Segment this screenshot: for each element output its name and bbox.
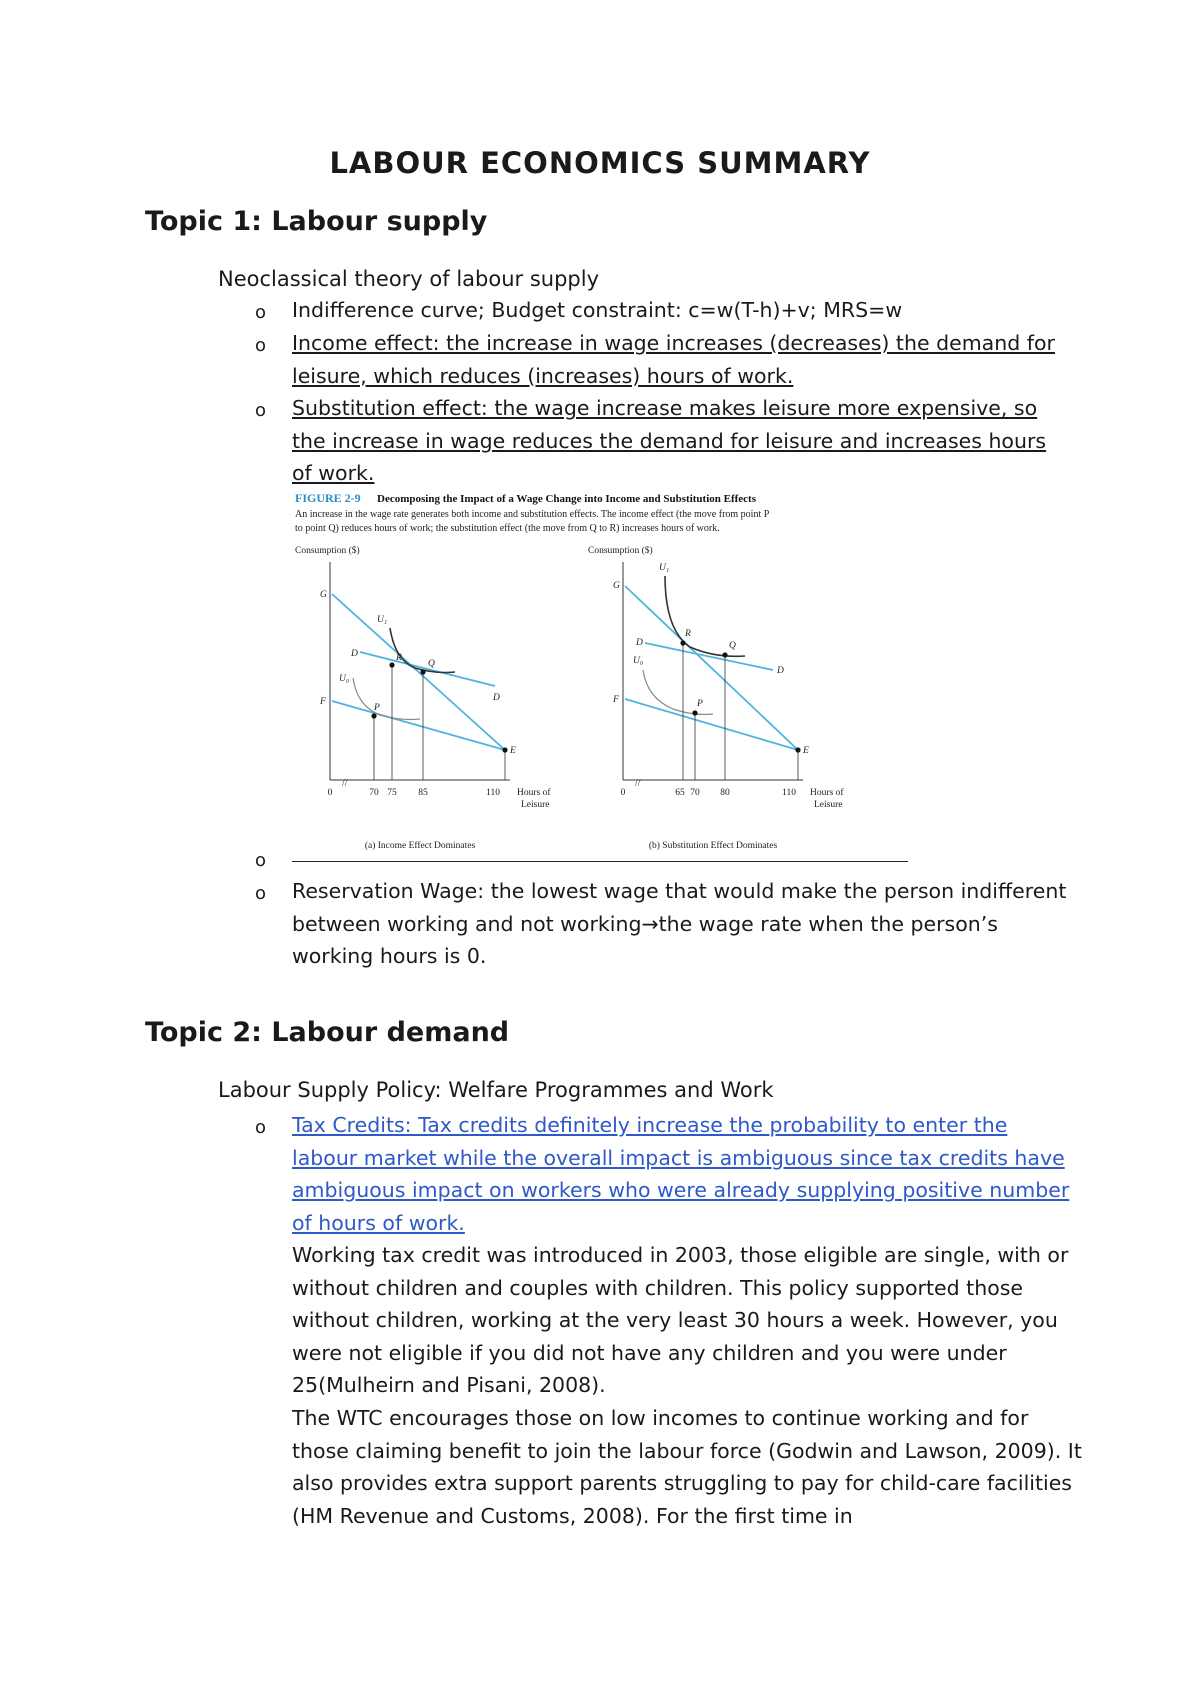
paragraph-wtc-intro: Working tax credit was introduced in 2003, those eligible are single, with or without children and couples with children. This policy supported those without children, working at the very least 30 hours a week. However, you were not eligible if you did not have any children and you were under 25(Mulheirn and Pisani, 2008). — [292, 1243, 1069, 1397]
x-axis-label: Hours of — [810, 788, 844, 798]
topic-2-subheading: Labour Supply Policy: Welfare Programmes and Work — [218, 1078, 774, 1102]
panel-b-caption: (b) Substitution Effect Dominates — [648, 841, 778, 851]
label-q: Q — [729, 641, 736, 651]
tick-label: 110 — [486, 788, 500, 798]
tick-label: 80 — [720, 788, 730, 798]
label-u0: U₀ — [633, 656, 644, 666]
point-q — [420, 669, 425, 674]
list-item-substitution-effect: Substitution effect: the wage increase makes leisure more expensive, so the increase in wage reduces the demand for leisure and increases hours of work. — [292, 396, 1047, 485]
label-f: F — [613, 695, 619, 705]
bullet-marker: o — [255, 883, 267, 904]
topic-2-heading: Topic 2: Labour demand — [145, 1017, 510, 1048]
y-axis-label: Consumption ($) — [588, 546, 653, 556]
tax-credits-link[interactable]: Tax Credits: Tax credits definitely increase the probability to enter the labour market while the overall impact is ambiguous since tax credits have ambiguous impact on workers who were already supplying positive number of hours of work. — [292, 1113, 1070, 1235]
bullet-marker: o — [255, 1117, 267, 1138]
label-d: D — [351, 649, 358, 659]
point-p — [371, 713, 376, 718]
point-r — [389, 662, 394, 667]
tick-label: 65 — [675, 788, 685, 798]
point-e — [502, 747, 507, 752]
point-e — [795, 747, 800, 752]
label-u1: U₁ — [659, 563, 670, 573]
label-u0: U₀ — [339, 674, 350, 684]
y-axis-label: Consumption ($) — [295, 546, 360, 556]
figure-2-9 — [295, 490, 920, 860]
bullet-marker: o — [255, 400, 267, 421]
figure-desc-1: An increase in the wage rate generates both income and substitution effects. The income effect (the move from point P — [295, 509, 770, 520]
paragraph-wtc-effects: The WTC encourages those on low incomes to continue working and for those claiming benefit to join the labour force (Godwin and Lawson, 2009). It also provides extra support parents struggling to pay for child-care facilities (HM Revenue and Customs, 2008). For the first time in — [292, 1406, 1082, 1528]
indifference-curve-u0 — [353, 678, 420, 720]
page-title: LABOUR ECONOMICS SUMMARY — [329, 146, 871, 180]
x-axis-label: Leisure — [521, 800, 550, 810]
label-q: Q — [428, 659, 435, 669]
panel-a — [295, 545, 551, 851]
figure-desc-2: to point Q) reduces hours of work; the substitution effect (the move from Q to R) increases hours of work. — [295, 523, 720, 534]
label-r: R — [396, 653, 402, 663]
divider — [292, 861, 908, 862]
indifference-curve-u1 — [390, 628, 455, 673]
x-axis-label: Hours of — [517, 788, 551, 798]
label-p: P — [374, 703, 380, 713]
bullet-marker: o — [255, 302, 267, 323]
tick-label: 70 — [369, 788, 379, 798]
point-p — [692, 710, 697, 715]
label-d: D — [777, 666, 784, 676]
topic-1-heading: Topic 1: Labour supply — [145, 206, 488, 237]
tick-label: 70 — [690, 788, 700, 798]
list-item-income-effect: Income effect: the increase in wage increases (decreases) the demand for leisure, which reduces (increases) hours of work. — [292, 331, 1055, 388]
bullet-marker: o — [255, 335, 267, 356]
panel-b — [588, 545, 844, 851]
label-g: G — [320, 590, 327, 600]
bullet-marker: o — [255, 850, 267, 871]
topic-1-subheading: Neoclassical theory of labour supply — [218, 267, 600, 291]
x-axis-label: Leisure — [814, 800, 843, 810]
figure-title: Decomposing the Impact of a Wage Change into Income and Substitution Effects — [377, 493, 757, 505]
tick-label: 85 — [418, 788, 428, 798]
list-item-indifference: Indifference curve; Budget constraint: c=w(T-h)+v; MRS=w — [292, 298, 903, 322]
label-e: E — [803, 746, 809, 756]
point-r — [680, 640, 685, 645]
label-f: F — [320, 697, 326, 707]
budget-line-GE — [332, 594, 505, 750]
point-q — [722, 652, 727, 657]
label-p: P — [697, 699, 703, 709]
label-g: G — [613, 581, 620, 591]
label-r: R — [685, 629, 691, 639]
label-e: E — [510, 746, 516, 756]
label-d: D — [636, 638, 643, 648]
tick-label: 75 — [387, 788, 397, 798]
tick-label: 0 — [620, 788, 626, 798]
figure-label: FIGURE 2-9 — [295, 491, 361, 505]
list-item-reservation-wage: Reservation Wage: the lowest wage that would make the person indifferent between working and not working→the wage rate when the person’s working hours is 0. — [292, 879, 1067, 968]
label-d: D — [493, 693, 500, 703]
axis-break: // — [635, 778, 641, 789]
panel-a-caption: (a) Income Effect Dominates — [364, 841, 476, 851]
tick-label: 0 — [327, 788, 333, 798]
axis-break: // — [342, 778, 348, 789]
label-u1: U₁ — [377, 615, 388, 625]
tick-label: 110 — [782, 788, 796, 798]
